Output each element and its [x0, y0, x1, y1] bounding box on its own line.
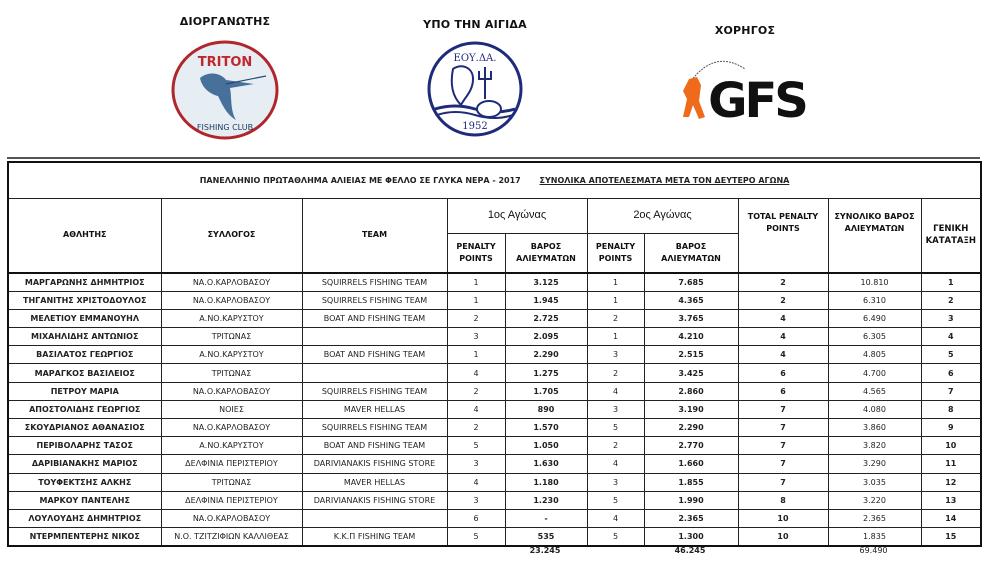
team-cell — [302, 328, 447, 346]
match1-penalty-cell: 4 — [447, 364, 505, 382]
match1-weight-cell: 2.095 — [505, 328, 587, 346]
match2-weight-cell: 1.855 — [644, 473, 738, 491]
fish-icon — [477, 101, 501, 117]
total-weight-cell: 3.035 — [828, 473, 921, 491]
match1-penalty-cell: 6 — [447, 509, 505, 527]
table-title: ΠΑΝΕΛΛΗΝΙΟ ΠΡΩΤΑΘΛΗΜΑ ΑΛΙΕΙΑΣ ΜΕ ΦΕΛΛΟ ΣΕ ΓΛΥΚΑ ΝΕΡΑ - 2017 — [199, 175, 521, 185]
logo-text-triton: TRITON — [197, 55, 253, 70]
header-divider — [7, 157, 980, 159]
athlete-cell: ΜΑΡΚΟΥ ΠΑΝΤΕΛΗΣ — [8, 491, 161, 509]
match2-weight-cell: 7.685 — [644, 273, 738, 291]
match2-penalty-cell: 1 — [587, 291, 644, 309]
total-penalty-cell: 7 — [738, 437, 828, 455]
table-row — [8, 473, 981, 491]
team-cell: BOAT AND FISHING TEAM — [302, 437, 447, 455]
total-weight-cell: 6.490 — [828, 309, 921, 327]
athlete-cell: ΛΟΥΛΟΥΔΗΣ ΔΗΜΗΤΡΙΟΣ — [8, 509, 161, 527]
club-cell: ΤΡΙΤΩΝΑΣ — [161, 364, 302, 382]
total-overall-weight: 69.490 — [859, 546, 888, 555]
match1-weight-cell: 3.125 — [505, 273, 587, 291]
team-cell: SQUIRRELS FISHING TEAM — [302, 419, 447, 437]
team-cell: SQUIRRELS FISHING TEAM — [302, 291, 447, 309]
col-team: TEAM — [302, 198, 447, 273]
total-weight-cell: 3.820 — [828, 437, 921, 455]
total-match1-weight: 23.245 — [529, 546, 561, 555]
table-row — [8, 509, 981, 527]
table-row — [8, 364, 981, 382]
athlete-cell: ΣΚΟΥΔΡΙΑΝΟΣ ΑΘΑΝΑΣΙΟΣ — [8, 419, 161, 437]
rank-cell: 1 — [921, 273, 981, 291]
rank-cell: 14 — [921, 509, 981, 527]
match1-penalty-cell: 1 — [447, 291, 505, 309]
athlete-cell: ΒΑΣΙΛΑΤΟΣ ΓΕΩΡΓΙΟΣ — [8, 346, 161, 364]
athlete-cell: ΜΑΡΑΓΚΟΣ ΒΑΣΙΛΕΙΟΣ — [8, 364, 161, 382]
total-weight-cell: 1.835 — [828, 528, 921, 546]
club-cell: ΝΑ.Ο.ΚΑΡΛΟΒΑΣΟΥ — [161, 509, 302, 527]
match2-penalty-cell: 2 — [587, 364, 644, 382]
total-penalty-cell: 4 — [738, 328, 828, 346]
table-row — [8, 346, 981, 364]
total-penalty-cell: 6 — [738, 364, 828, 382]
col-total-weight: ΣΥΝΟΛΙΚΟ ΒΑΡΟΣ ΑΛΙΕΥΜΑΤΩΝ — [828, 198, 921, 273]
match1-weight-cell: 1.630 — [505, 455, 587, 473]
table-row — [8, 528, 981, 546]
total-penalty-cell: 7 — [738, 473, 828, 491]
total-weight-cell: 3.290 — [828, 455, 921, 473]
match2-penalty-cell: 1 — [587, 328, 644, 346]
match2-weight-cell: 1.660 — [644, 455, 738, 473]
athlete-cell: ΠΕΤΡΟΥ ΜΑΡΙΑ — [8, 382, 161, 400]
match1-penalty-cell: 3 — [447, 455, 505, 473]
table-row — [8, 437, 981, 455]
table-title-row — [8, 162, 981, 198]
total-penalty-cell: 6 — [738, 382, 828, 400]
match1-weight-cell: 1.945 — [505, 291, 587, 309]
rank-cell: 9 — [921, 419, 981, 437]
total-penalty-cell: 10 — [738, 509, 828, 527]
rank-cell: 11 — [921, 455, 981, 473]
match2-weight-cell: 3.765 — [644, 309, 738, 327]
match1-penalty-cell: 1 — [447, 346, 505, 364]
eoyda-seal-logo — [425, 39, 525, 139]
team-cell: MAVER HELLAS — [302, 473, 447, 491]
match2-penalty-cell: 3 — [587, 346, 644, 364]
match2-penalty-cell: 5 — [587, 528, 644, 546]
total-penalty-cell: 7 — [738, 400, 828, 418]
table-row — [8, 309, 981, 327]
match2-penalty-cell: 3 — [587, 400, 644, 418]
match1-weight-cell: 1.275 — [505, 364, 587, 382]
total-match2-weight: 46.245 — [674, 546, 706, 555]
club-cell: ΝΑ.Ο.ΚΑΡΛΟΒΑΣΟΥ — [161, 419, 302, 437]
team-cell: BOAT AND FISHING TEAM — [302, 346, 447, 364]
match1-weight-cell: 535 — [505, 528, 587, 546]
col-athlete: ΑΘΛΗΤΗΣ — [8, 198, 161, 273]
athlete-cell: ΜΑΡΓΑΡΩΝΗΣ ΔΗΜΗΤΡΙΟΣ — [8, 273, 161, 291]
team-cell — [302, 509, 447, 527]
total-penalty-cell: 7 — [738, 419, 828, 437]
match2-penalty-cell: 1 — [587, 273, 644, 291]
match2-weight-cell: 1.990 — [644, 491, 738, 509]
rank-cell: 10 — [921, 437, 981, 455]
match1-weight-cell: 1.180 — [505, 473, 587, 491]
athlete-cell: ΜΕΛΕΤΙΟΥ ΕΜΜΑΝΟΥΗΛ — [8, 309, 161, 327]
rank-cell: 15 — [921, 528, 981, 546]
match1-penalty-cell: 2 — [447, 419, 505, 437]
table-row — [8, 419, 981, 437]
total-weight-cell: 4.080 — [828, 400, 921, 418]
match1-weight-cell: 2.725 — [505, 309, 587, 327]
sponsor-caption: ΧΟΡΗΓΟΣ — [714, 24, 776, 37]
club-cell: ΤΡΙΤΩΝΑΣ — [161, 328, 302, 346]
athlete-cell: ΔΑΡΙΒΙΑΝΑΚΗΣ ΜΑΡΙΟΣ — [8, 455, 161, 473]
watermark — [505, 140, 507, 146]
match1-penalty-cell: 4 — [447, 473, 505, 491]
match1-weight-cell: 2.290 — [505, 346, 587, 364]
athlete-cell: ΠΕΡΙΒΟΛΑΡΗΣ ΤΑΣΟΣ — [8, 437, 161, 455]
total-weight-cell: 4.805 — [828, 346, 921, 364]
match2-weight-cell: 3.190 — [644, 400, 738, 418]
club-cell: ΤΡΙΤΩΝΑΣ — [161, 473, 302, 491]
header-row-1 — [8, 198, 981, 233]
col-total-penalty: TOTAL PENALTY POINTS — [738, 198, 828, 273]
table-row — [8, 491, 981, 509]
team-cell: SQUIRRELS FISHING TEAM — [302, 273, 447, 291]
total-weight-cell: 3.220 — [828, 491, 921, 509]
results-table — [7, 161, 982, 547]
club-cell: ΝΑ.Ο.ΚΑΡΛΟΒΑΣΟΥ — [161, 273, 302, 291]
rank-cell: 3 — [921, 309, 981, 327]
match2-penalty-cell: 4 — [587, 509, 644, 527]
col-m1-weight: ΒΑΡΟΣ ΑΛΙΕΥΜΑΤΩΝ — [505, 233, 587, 273]
table-row — [8, 455, 981, 473]
match1-penalty-cell: 1 — [447, 273, 505, 291]
team-cell: SQUIRRELS FISHING TEAM — [302, 382, 447, 400]
team-cell: BOAT AND FISHING TEAM — [302, 309, 447, 327]
match1-penalty-cell: 5 — [447, 437, 505, 455]
match2-weight-cell: 2.290 — [644, 419, 738, 437]
team-cell — [302, 364, 447, 382]
gfs-logo-text: GFS — [708, 73, 806, 126]
col-club: ΣΥΛΛΟΓΟΣ — [161, 198, 302, 273]
match2-weight-cell: 2.770 — [644, 437, 738, 455]
athlete-cell: ΤΗΓΑΝΙΤΗΣ ΧΡΙΣΤΟΔΟΥΛΟΣ — [8, 291, 161, 309]
match2-weight-cell: 4.210 — [644, 328, 738, 346]
match2-weight-cell: 2.515 — [644, 346, 738, 364]
rank-cell: 12 — [921, 473, 981, 491]
match2-penalty-cell: 2 — [587, 437, 644, 455]
club-cell: Ν.Ο. ΤΖΙΤΖΙΦΙΩΝ ΚΑΛΛΙΘΕΑΣ — [161, 528, 302, 546]
rank-cell: 2 — [921, 291, 981, 309]
col-m1-penalty: PENALTY POINTS — [447, 233, 505, 273]
total-penalty-cell: 2 — [738, 273, 828, 291]
logo-text-fishing-club: FISHING CLUB — [196, 123, 254, 132]
match1-weight-cell: 1.050 — [505, 437, 587, 455]
col-m2-penalty: PENALTY POINTS — [587, 233, 644, 273]
team-cell: DARIVIANAKIS FISHING STORE — [302, 491, 447, 509]
athlete-cell: ΤΟΥΦΕΚΤΣΗΣ ΑΛΚΗΣ — [8, 473, 161, 491]
table-subtitle: ΣΥΝΟΛΙΚΑ ΑΠΟΤΕΛΕΣΜΑΤΑ ΜΕΤΑ ΤΟΝ ΔΕΥΤΕΡΟ ΑΓΩΝΑ — [539, 175, 790, 185]
match2-weight-cell: 3.425 — [644, 364, 738, 382]
match1-penalty-cell: 2 — [447, 309, 505, 327]
col-overall-rank: ΓΕΝΙΚΗ ΚΑΤΑΤΑΞΗ — [921, 198, 981, 273]
seal-text-year: 1952 — [462, 121, 488, 132]
club-cell: Α.ΝΟ.ΚΑΡΥΣΤΟΥ — [161, 437, 302, 455]
table-row — [8, 382, 981, 400]
total-weight-cell: 6.310 — [828, 291, 921, 309]
athlete-cell: ΜΙΧΑΗΛΙΔΗΣ ΑΝΤΩΝΙΟΣ — [8, 328, 161, 346]
total-weight-cell: 4.565 — [828, 382, 921, 400]
results-body — [8, 273, 981, 546]
total-penalty-cell: 4 — [738, 309, 828, 327]
rank-cell: 6 — [921, 364, 981, 382]
match1-weight-cell: 1.570 — [505, 419, 587, 437]
match2-penalty-cell: 2 — [587, 309, 644, 327]
match1-weight-cell: 1.230 — [505, 491, 587, 509]
triton-fishing-club-logo — [170, 40, 280, 140]
table-row — [8, 400, 981, 418]
total-weight-cell: 10.810 — [828, 273, 921, 291]
total-penalty-cell: 7 — [738, 455, 828, 473]
total-penalty-cell: 4 — [738, 346, 828, 364]
total-weight-cell: 4.700 — [828, 364, 921, 382]
match1-weight-cell: 890 — [505, 400, 587, 418]
match1-penalty-cell: 3 — [447, 491, 505, 509]
match1-penalty-cell: 2 — [447, 382, 505, 400]
team-cell: DARIVIANAKIS FISHING STORE — [302, 455, 447, 473]
seal-text-top: ΕΟΥ.ΔΑ. — [453, 53, 497, 64]
match1-weight-cell: 1.705 — [505, 382, 587, 400]
rank-cell: 13 — [921, 491, 981, 509]
match1-penalty-cell: 4 — [447, 400, 505, 418]
club-cell: Α.ΝΟ.ΚΑΡΥΣΤΟΥ — [161, 346, 302, 364]
club-cell: Α.ΝΟ.ΚΑΡΥΣΤΟΥ — [161, 309, 302, 327]
match2-weight-cell: 2.860 — [644, 382, 738, 400]
rank-cell: 8 — [921, 400, 981, 418]
club-cell: ΔΕΛΦΙΝΙΑ ΠΕΡΙΣΤΕΡΙΟΥ — [161, 491, 302, 509]
col-m2-weight: ΒΑΡΟΣ ΑΛΙΕΥΜΑΤΩΝ — [644, 233, 738, 273]
club-cell: ΝΟΙΕΣ — [161, 400, 302, 418]
team-cell: MAVER HELLAS — [302, 400, 447, 418]
athlete-cell: ΑΠΟΣΤΟΛΙΔΗΣ ΓΕΩΡΓΙΟΣ — [8, 400, 161, 418]
match1-weight-cell: - — [505, 509, 587, 527]
match2-penalty-cell: 5 — [587, 491, 644, 509]
organizer-block — [135, 0, 315, 140]
match1-penalty-cell: 3 — [447, 328, 505, 346]
match2-penalty-cell: 3 — [587, 473, 644, 491]
table-row — [8, 273, 981, 291]
rank-cell: 5 — [921, 346, 981, 364]
gfs-logo — [675, 51, 815, 126]
match1-penalty-cell: 5 — [447, 528, 505, 546]
total-penalty-cell: 10 — [738, 528, 828, 546]
club-cell: ΝΑ.Ο.ΚΑΡΛΟΒΑΣΟΥ — [161, 291, 302, 309]
table-row — [8, 328, 981, 346]
angler-silhouette-icon — [683, 77, 705, 119]
patron-block — [385, 0, 565, 139]
match2-penalty-cell: 4 — [587, 382, 644, 400]
total-penalty-cell: 8 — [738, 491, 828, 509]
rank-cell: 4 — [921, 328, 981, 346]
organizer-caption: ΔΙΟΡΓΑΝΩΤΗΣ — [179, 15, 271, 28]
match2-weight-cell: 4.365 — [644, 291, 738, 309]
rank-cell: 7 — [921, 382, 981, 400]
total-weight-cell: 6.305 — [828, 328, 921, 346]
match2-penalty-cell: 5 — [587, 419, 644, 437]
team-cell: Κ.Κ.Π FISHING TEAM — [302, 528, 447, 546]
col-group-match1: 1ος Αγώνας — [447, 198, 587, 233]
table-row — [8, 291, 981, 309]
sponsor-block — [640, 0, 850, 126]
col-group-match2: 2ος Αγώνας — [587, 198, 738, 233]
match2-weight-cell: 2.365 — [644, 509, 738, 527]
club-cell: ΔΕΛΦΙΝΙΑ ΠΕΡΙΣΤΕΡΙΟΥ — [161, 455, 302, 473]
total-weight-cell: 2.365 — [828, 509, 921, 527]
total-penalty-cell: 2 — [738, 291, 828, 309]
athlete-cell: ΝΤΕΡΜΠΕΝΤΕΡΗΣ ΝΙΚΟΣ — [8, 528, 161, 546]
total-weight-cell: 3.860 — [828, 419, 921, 437]
patron-caption: ΥΠΟ ΤΗΝ ΑΙΓΙΔΑ — [423, 18, 527, 31]
match2-penalty-cell: 4 — [587, 455, 644, 473]
match2-weight-cell: 1.300 — [644, 528, 738, 546]
club-cell: ΝΑ.Ο.ΚΑΡΛΟΒΑΣΟΥ — [161, 382, 302, 400]
